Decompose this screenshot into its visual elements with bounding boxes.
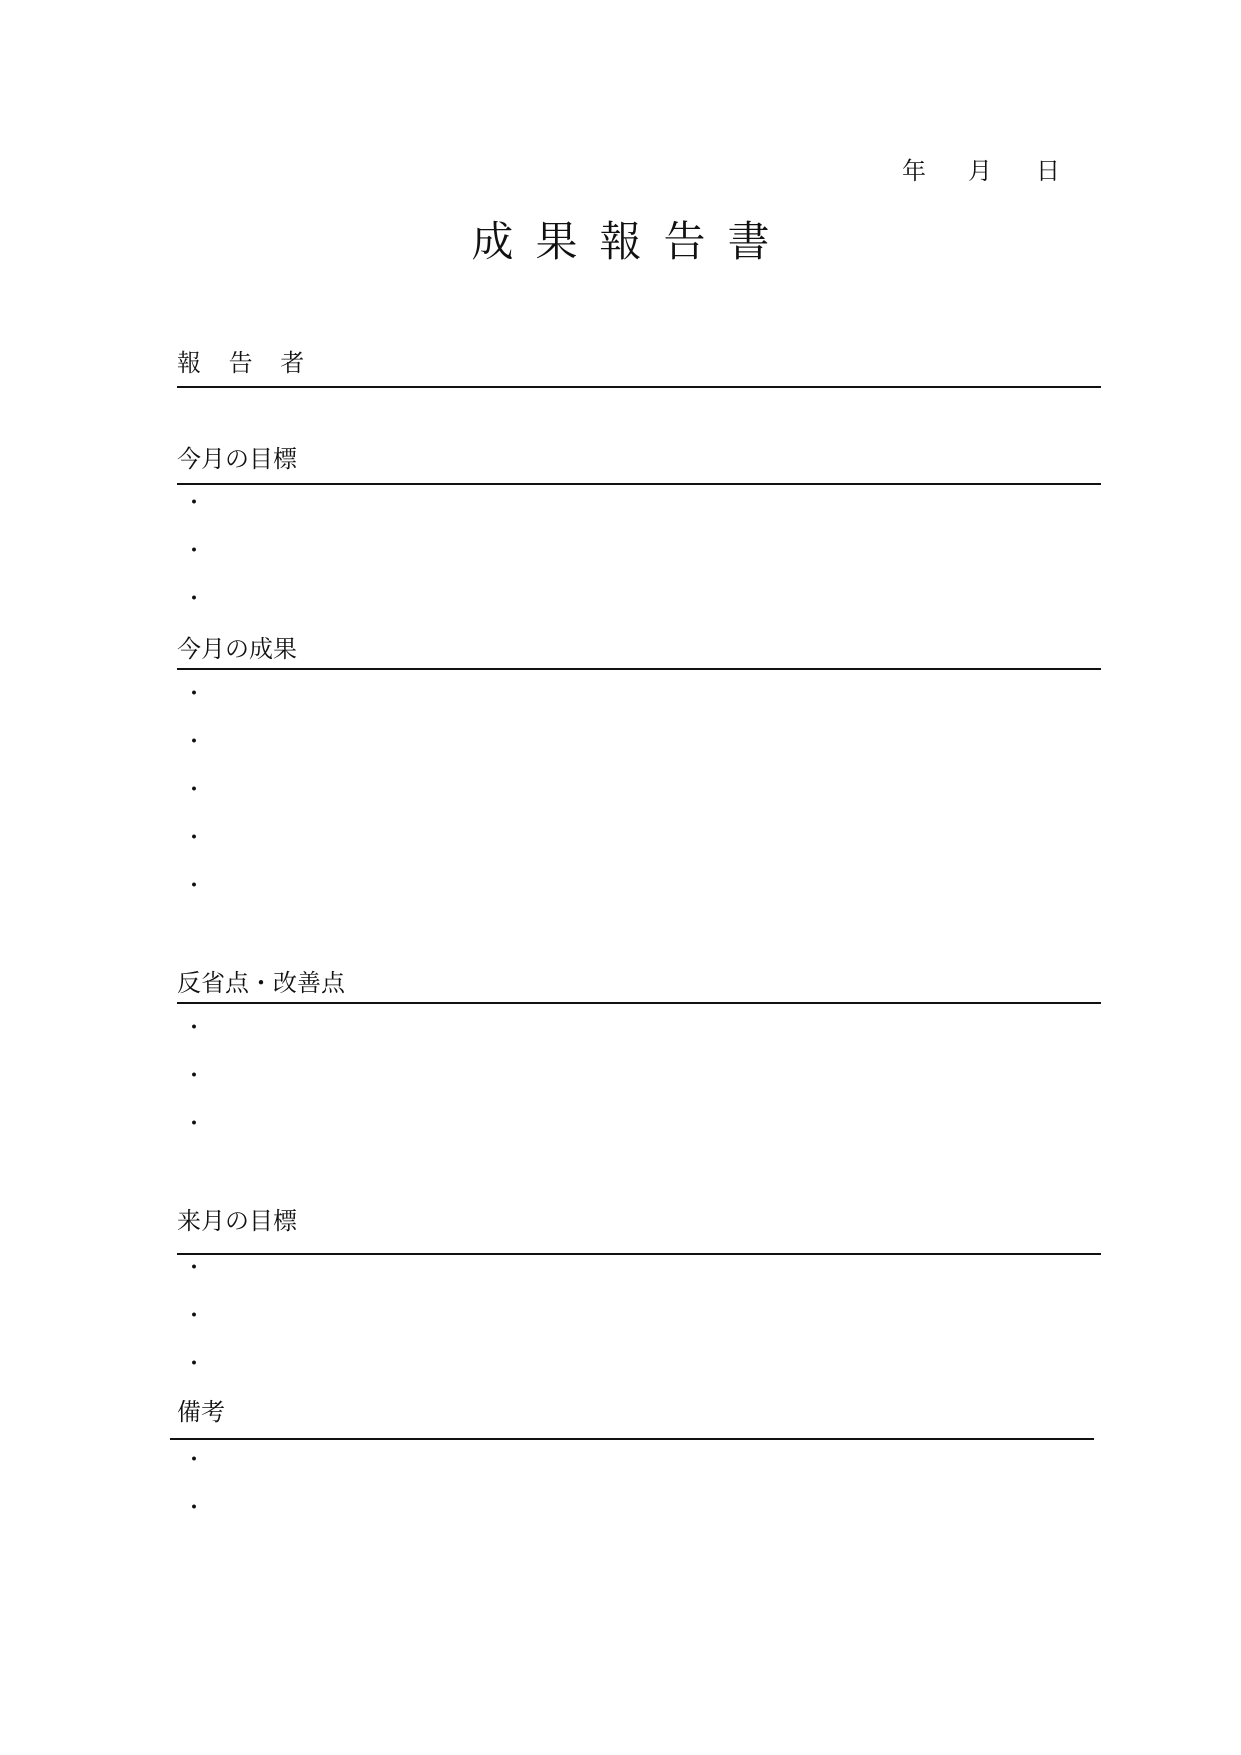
this-month-results-bullet: ・ <box>183 874 206 899</box>
this-month-results-heading: 今月の成果 <box>177 635 297 663</box>
next-month-goals-heading: 来月の目標 <box>177 1207 297 1235</box>
next-month-goals-bullet: ・ <box>183 1256 206 1281</box>
reflection-improvements-bullet: ・ <box>183 1016 206 1041</box>
date-day-label: 日 <box>1036 157 1060 185</box>
reporter-label: 報 告 者 <box>177 349 315 377</box>
this-month-results-bullet: ・ <box>183 682 206 707</box>
date-month-label: 月 <box>968 157 992 185</box>
this-month-goals-bullet: ・ <box>183 587 206 612</box>
remarks-bullet: ・ <box>183 1496 206 1521</box>
this-month-goals-bullet: ・ <box>183 491 206 516</box>
this-month-results-bullet: ・ <box>183 730 206 755</box>
this-month-results-bullet: ・ <box>183 778 206 803</box>
remarks-heading: 備考 <box>177 1398 225 1426</box>
this-month-results-rule <box>177 668 1101 670</box>
reflection-improvements-bullet: ・ <box>183 1112 206 1137</box>
remarks-bullet: ・ <box>183 1448 206 1473</box>
remarks-rule <box>170 1438 1094 1440</box>
date-year-label: 年 <box>902 157 926 185</box>
document-title: 成果報告書 <box>471 217 792 266</box>
this-month-goals-rule <box>177 483 1101 485</box>
reflection-improvements-rule <box>177 1002 1101 1004</box>
this-month-goals-heading: 今月の目標 <box>177 445 297 473</box>
this-month-results-bullet: ・ <box>183 826 206 851</box>
this-month-goals-bullet: ・ <box>183 539 206 564</box>
reflection-improvements-bullet: ・ <box>183 1064 206 1089</box>
next-month-goals-bullet: ・ <box>183 1352 206 1377</box>
reporter-rule <box>177 386 1101 388</box>
next-month-goals-rule <box>177 1253 1101 1255</box>
reflection-improvements-heading: 反省点・改善点 <box>177 969 345 997</box>
next-month-goals-bullet: ・ <box>183 1304 206 1329</box>
